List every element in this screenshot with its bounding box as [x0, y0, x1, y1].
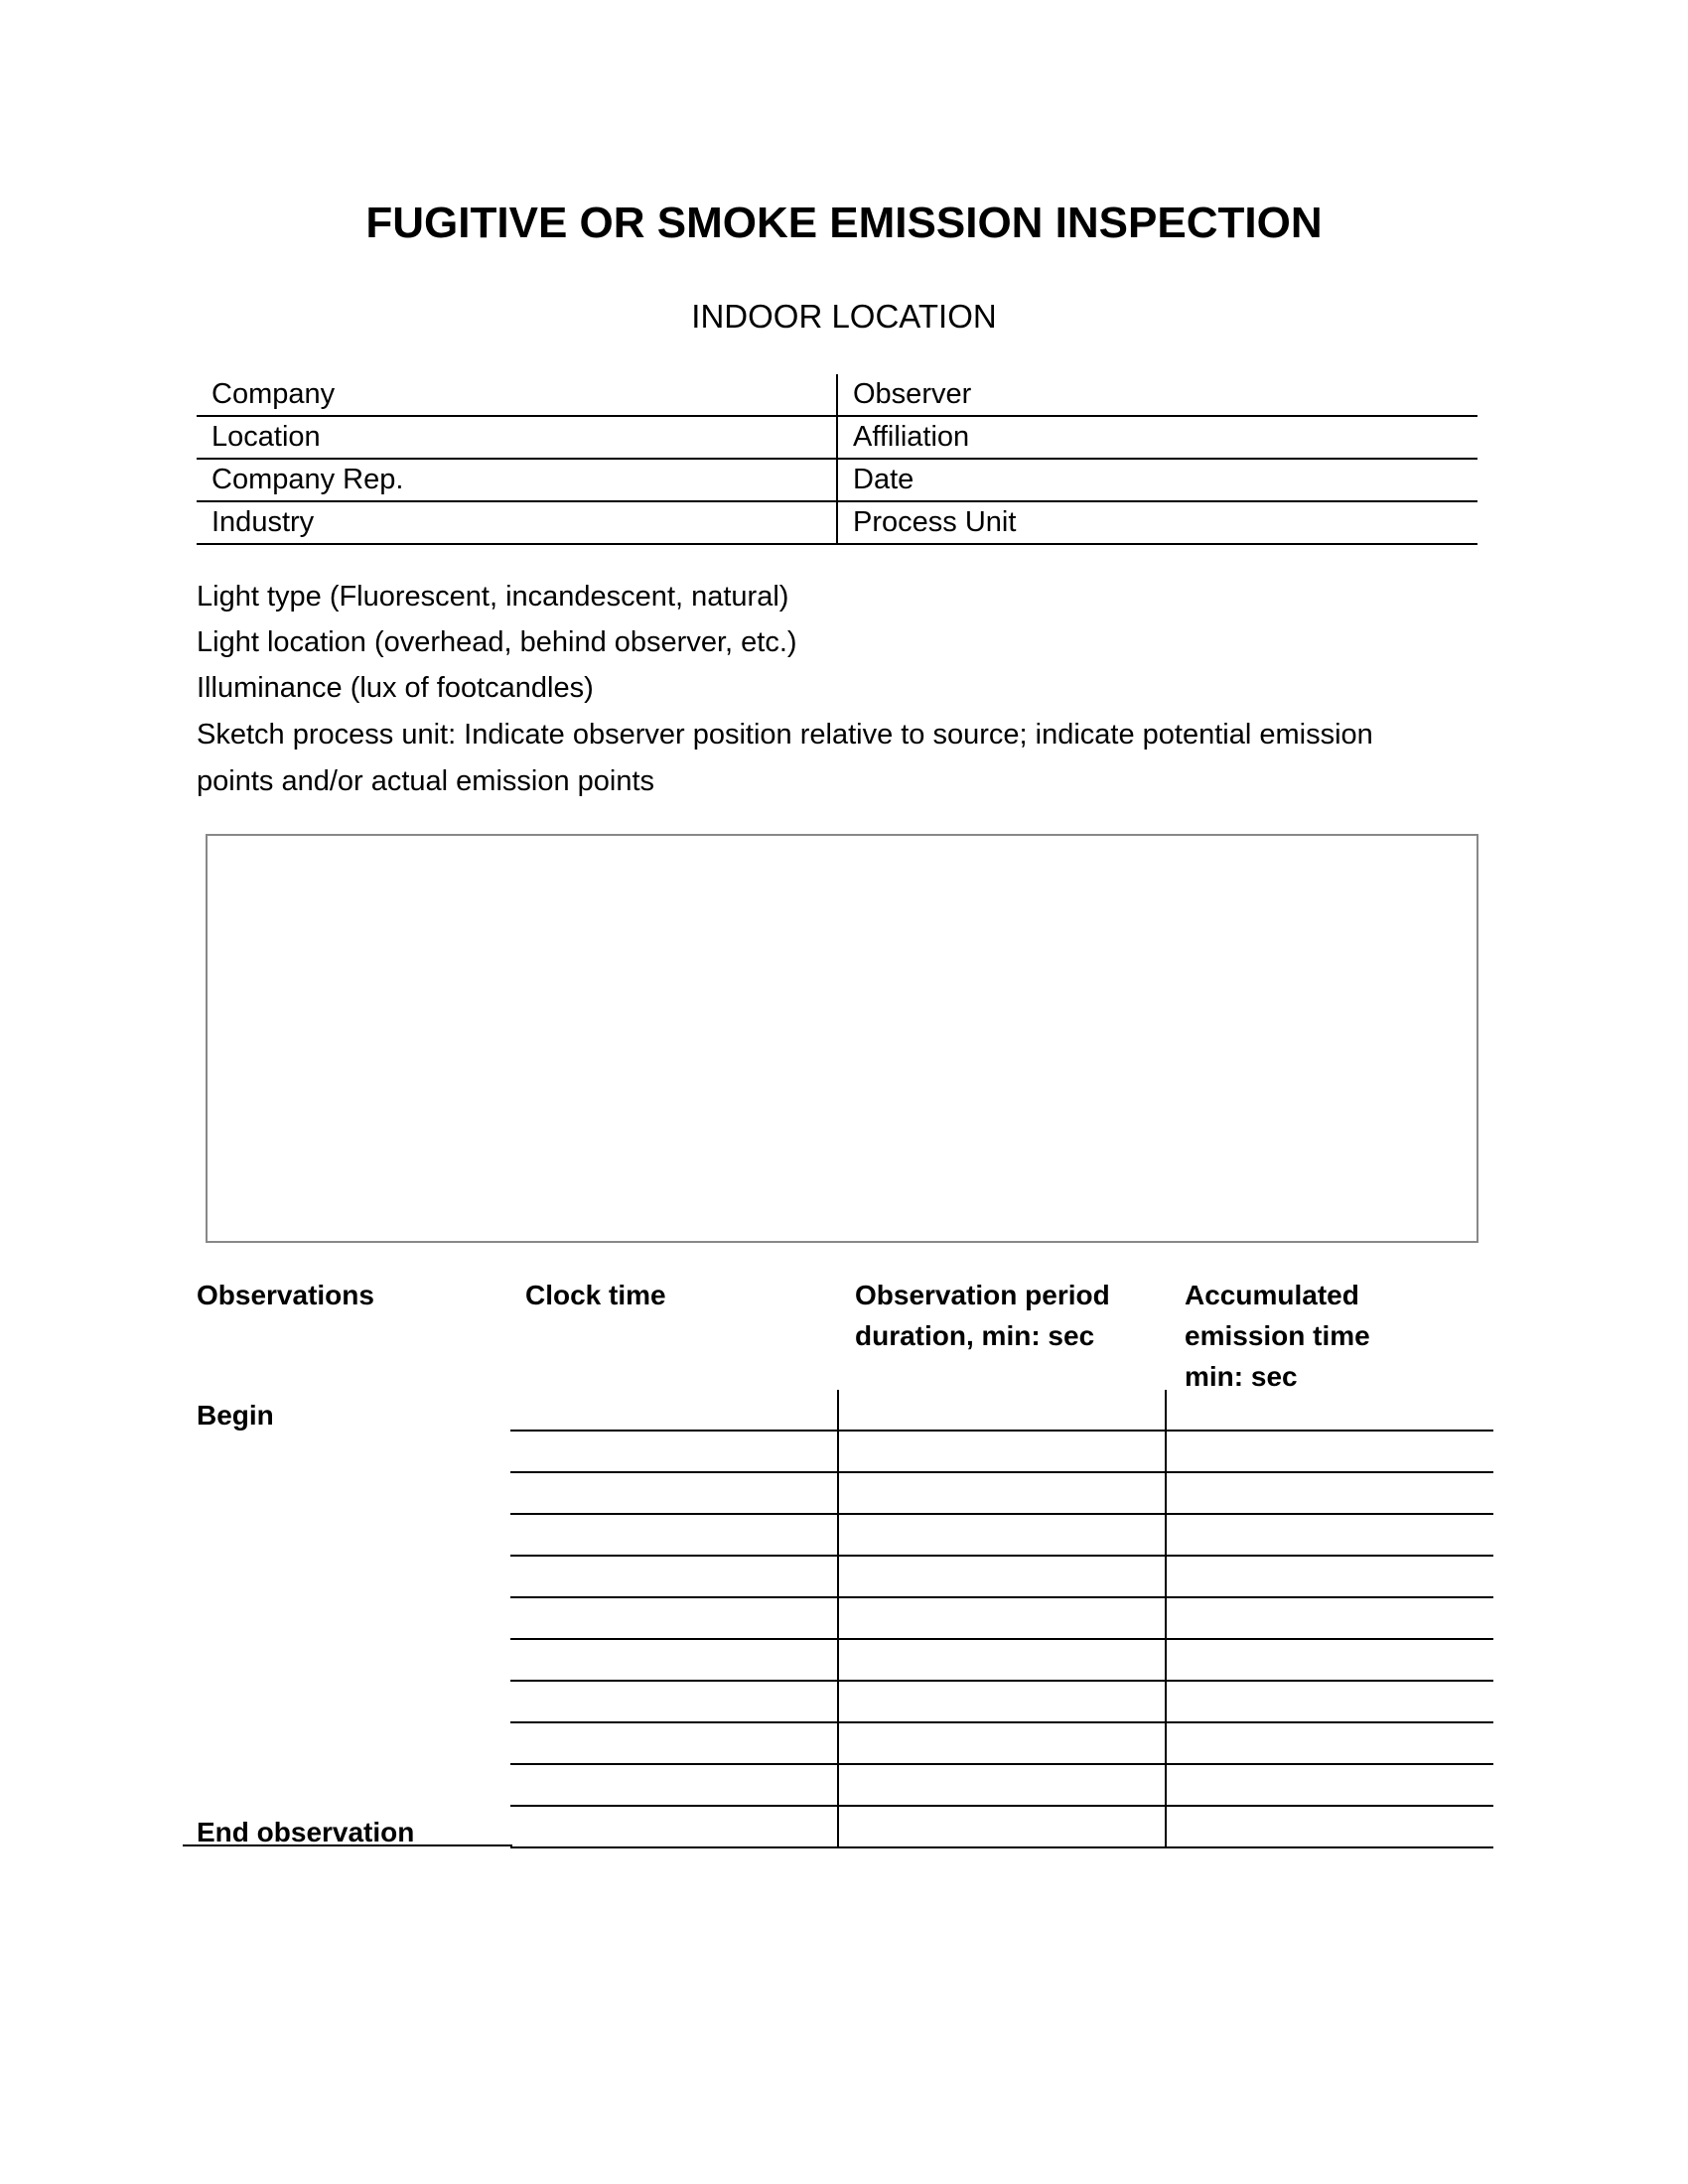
period-duration-cell[interactable]	[838, 1722, 1167, 1764]
period-duration-header-line-2: duration, min: sec	[855, 1320, 1095, 1351]
observation-row	[510, 1556, 1493, 1597]
industry-field[interactable]: Industry	[197, 501, 837, 544]
date-field[interactable]: Date	[837, 459, 1477, 501]
period-duration-cell[interactable]	[838, 1639, 1167, 1681]
clock-time-cell[interactable]	[510, 1514, 838, 1556]
observation-row	[510, 1681, 1493, 1722]
accumulated-time-cell[interactable]	[1166, 1597, 1493, 1639]
company-field[interactable]: Company	[197, 374, 837, 416]
accumulated-time-header-line-2: emission time	[1185, 1320, 1370, 1351]
clock-time-cell[interactable]	[510, 1597, 838, 1639]
period-duration-cell[interactable]	[838, 1556, 1167, 1597]
end-observation-underline	[183, 1844, 512, 1846]
accumulated-time-cell[interactable]	[1166, 1639, 1493, 1681]
light-location-field[interactable]: Light location (overhead, behind observer, etc.)	[197, 626, 797, 658]
observation-row	[510, 1472, 1493, 1514]
process-unit-field[interactable]: Process Unit	[837, 501, 1477, 544]
period-duration-cell[interactable]	[838, 1431, 1167, 1472]
clock-time-cell[interactable]	[510, 1431, 838, 1472]
light-type-field[interactable]: Light type (Fluorescent, incandescent, natural)	[197, 581, 789, 613]
begin-label: Begin	[197, 1400, 274, 1431]
clock-time-cell[interactable]	[510, 1722, 838, 1764]
observation-row	[510, 1764, 1493, 1806]
location-field[interactable]: Location	[197, 416, 837, 459]
clock-time-cell[interactable]	[510, 1472, 838, 1514]
period-duration-cell[interactable]	[838, 1390, 1167, 1431]
period-duration-cell[interactable]	[838, 1472, 1167, 1514]
accumulated-time-cell[interactable]	[1166, 1806, 1493, 1847]
observation-row	[510, 1597, 1493, 1639]
accumulated-time-cell[interactable]	[1166, 1764, 1493, 1806]
observation-row	[510, 1722, 1493, 1764]
clock-time-cell[interactable]	[510, 1390, 838, 1431]
form-subtitle: INDOOR LOCATION	[691, 298, 997, 335]
sketch-area[interactable]	[206, 834, 1478, 1243]
end-observation-label: End observation	[197, 1817, 415, 1847]
clock-time-cell[interactable]	[510, 1764, 838, 1806]
form-title: FUGITIVE OR SMOKE EMISSION INSPECTION	[365, 199, 1323, 247]
clock-time-cell[interactable]	[510, 1556, 838, 1597]
sketch-instructions-line-2: points and/or actual emission points	[197, 765, 655, 797]
accumulated-time-header-line-3: min: sec	[1185, 1361, 1298, 1392]
period-duration-cell[interactable]	[838, 1764, 1167, 1806]
clock-time-cell[interactable]	[510, 1639, 838, 1681]
accumulated-time-cell[interactable]	[1166, 1472, 1493, 1514]
period-duration-cell[interactable]	[838, 1681, 1167, 1722]
info-row	[197, 459, 1477, 501]
accumulated-time-header	[1185, 1275, 1370, 1397]
accumulated-time-cell[interactable]	[1166, 1431, 1493, 1472]
info-row	[197, 501, 1477, 544]
observation-row	[510, 1390, 1493, 1431]
company-rep-field[interactable]: Company Rep.	[197, 459, 837, 501]
accumulated-time-cell[interactable]	[1166, 1722, 1493, 1764]
illuminance-field[interactable]: Illuminance (lux of footcandles)	[197, 672, 594, 704]
observation-row	[510, 1431, 1493, 1472]
period-duration-cell[interactable]	[838, 1597, 1167, 1639]
accumulated-time-cell[interactable]	[1166, 1556, 1493, 1597]
observation-row	[510, 1514, 1493, 1556]
observations-header: Observations	[197, 1280, 374, 1310]
accumulated-time-cell[interactable]	[1166, 1390, 1493, 1431]
sketch-instructions-line-1: Sketch process unit: Indicate observer position relative to source; indicate potential emission	[197, 719, 1373, 751]
accumulated-time-cell[interactable]	[1166, 1681, 1493, 1722]
clock-time-cell[interactable]	[510, 1681, 838, 1722]
info-row	[197, 416, 1477, 459]
period-duration-cell[interactable]	[838, 1514, 1167, 1556]
accumulated-time-header-line-1: Accumulated	[1185, 1280, 1359, 1310]
header-info-table	[197, 374, 1477, 545]
period-duration-header-line-1: Observation period	[855, 1280, 1110, 1310]
observation-row	[510, 1639, 1493, 1681]
observation-row	[510, 1806, 1493, 1847]
affiliation-field[interactable]: Affiliation	[837, 416, 1477, 459]
period-duration-header	[855, 1275, 1110, 1356]
accumulated-time-cell[interactable]	[1166, 1514, 1493, 1556]
clock-time-cell[interactable]	[510, 1806, 838, 1847]
observations-table	[510, 1390, 1493, 1848]
observer-field[interactable]: Observer	[837, 374, 1477, 416]
clock-time-header: Clock time	[525, 1280, 666, 1310]
info-row	[197, 374, 1477, 416]
period-duration-cell[interactable]	[838, 1806, 1167, 1847]
